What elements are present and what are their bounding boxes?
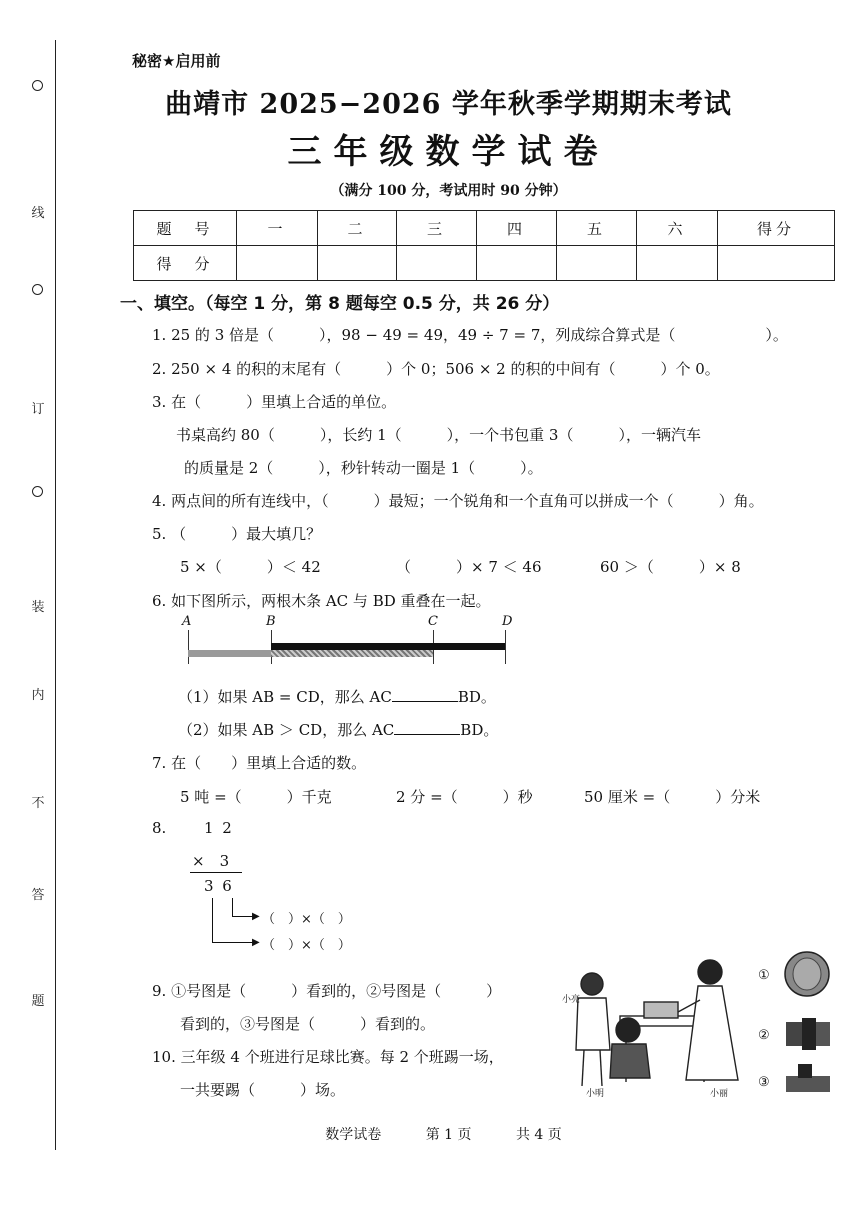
question-10-line-b: 一共要踢（ ）场。 [180,1081,346,1099]
table-cell: 三 [397,211,477,246]
arrow-head-icon: ▶ [252,911,260,922]
q6-1-text: （1）如果 AB = CD，那么 AC [178,688,392,706]
view-figure-2 [782,1016,832,1052]
question-3: 3. 在（ ）里填上合适的单位。 [152,393,397,411]
exam-note: （满分 100 分，考试用时 90 分钟） [330,183,567,199]
view-figure-1 [782,950,832,998]
score-value-row [134,246,835,281]
table-cell: 五 [557,211,637,246]
footer-subject: 数学试卷 [325,1127,382,1143]
arrow-blank-2: （ ）×（ ） [262,938,351,953]
multiplicand: 1 2 [204,819,234,837]
point-label-a: A [182,614,192,629]
point-label-c: C [428,614,438,629]
question-10-line-a: 10. 三年级 4 个班进行足球比赛。每 2 个班踢一场， [152,1048,504,1066]
question-1: 1. 25 的 3 倍是（ ），98 − 49 = 49，49 ÷ 7 = 7，列成综合算式是（ ）。 [152,326,788,344]
question-5: 5. （ ）最大填几？ [152,525,322,543]
calc-line [190,872,242,873]
question-7-item-c: 50 厘米 =（ ）分米 [584,788,761,806]
table-cell: 题 号 [134,211,237,246]
view-number-2: ② [758,1028,770,1043]
question-6-part-1 [178,686,496,707]
score-input-cell[interactable] [557,246,637,281]
question-2: 2. 250 × 4 的积的末尾有（ ）个 0；506 × 2 的积的中间有（ ）个 0。 [152,360,720,378]
point-label-d: D [502,614,513,629]
binding-hole [32,284,43,295]
arrow-line [232,898,233,916]
table-cell: 得 分 [134,246,237,281]
label-xiaoli: 小丽 [710,1089,729,1099]
q6-2-text-end: BD。 [460,721,499,739]
question-7-item-b: 2 分 =（ ）秒 [396,788,533,806]
view-number-3: ③ [758,1075,770,1090]
multiplier: × 3 [192,852,230,870]
paper-title: 三年级数学试卷 [287,132,610,172]
binding-mark: 装 [31,600,45,615]
question-6-part-2 [178,719,498,740]
binding-mark: 线 [31,206,45,221]
footer-total: 共 4 页 [515,1127,562,1143]
question-6: 6. 如下图所示，两根木条 AC 与 BD 重叠在一起。 [152,592,491,610]
score-input-cell[interactable] [318,246,397,281]
page-footer [0,1124,867,1144]
view-figure-3 [782,1062,832,1094]
score-input-cell[interactable] [237,246,318,281]
score-input-cell[interactable] [477,246,557,281]
binding-hole [32,486,43,497]
question-8: 8. [152,819,167,837]
score-input-cell[interactable] [397,246,477,281]
q6-2-text: （2）如果 AB ＞ CD，那么 AC [178,721,395,739]
score-input-cell[interactable] [637,246,718,281]
tick-d [505,630,506,664]
question-3-line-b: 的质量是 2（ ），秒针转动一圈是 1（ ）。 [184,459,543,477]
exam-title: 曲靖市 2025−2026 学年秋季学期期末考试 [165,89,732,120]
question-4: 4. 两点间的所有连线中，（ ）最短；一个锐角和一个直角可以拼成一个（ ）角。 [152,492,764,510]
question-3-line-a: 书桌高约 80（ ），长约 1（ ），一个书包重 3（ ），一辆汽车 [176,426,701,444]
point-label-b: B [266,614,276,629]
binding-mark: 内 [31,688,45,703]
wood-strips-diagram [182,614,522,664]
binding-mark: 答 [31,888,45,903]
question-7-item-a: 5 吨 =（ ）千克 [180,788,332,806]
strip-bd [271,643,505,650]
tick-a [188,630,189,664]
score-table [133,210,835,281]
score-input-cell[interactable] [718,246,835,281]
arrow-line [212,898,213,942]
binding-line [55,40,56,1150]
secret-label: 秘密★启用前 [132,52,221,70]
question-9-line-b: 看到的，③号图是（ ）看到的。 [180,1015,436,1033]
score-header-row [134,211,835,246]
label-xiaoming: 小明 [586,1089,605,1099]
table-cell: 一 [237,211,318,246]
arrow-head-icon: ▶ [252,937,260,948]
children-illustration [560,950,760,1100]
table-cell: 六 [637,211,718,246]
question-7: 7. 在（ ）里填上合适的数。 [152,754,367,772]
arrow-line [212,942,256,943]
question-5-item-a: 5 ×（ ）＜ 42 [180,558,321,576]
answer-blank[interactable] [394,720,460,735]
footer-page: 第 1 页 [425,1127,472,1143]
answer-blank[interactable] [392,687,458,702]
table-cell: 四 [477,211,557,246]
product: 3 6 [204,877,234,895]
section-heading: 一、填空。（每空 1 分，第 8 题每空 0.5 分，共 26 分） [120,294,560,314]
label-xiaoliang: 小亮 [562,995,581,1005]
view-number-1: ① [758,968,770,983]
overlap-region [271,650,433,657]
q6-1-text-end: BD。 [457,688,496,706]
question-5-item-b: （ ）× 7 ＜ 46 [396,558,542,576]
table-cell: 得分 [718,211,835,246]
table-cell: 二 [318,211,397,246]
binding-mark: 题 [31,994,45,1009]
question-9-line-a: 9. ①号图是（ ）看到的，②号图是（ ） [152,982,502,1000]
arrow-blank-1: （ ）×（ ） [262,912,351,927]
question-5-item-c: 60 ＞（ ）× 8 [600,558,741,576]
binding-mark: 订 [31,402,45,417]
binding-mark: 不 [31,796,45,811]
